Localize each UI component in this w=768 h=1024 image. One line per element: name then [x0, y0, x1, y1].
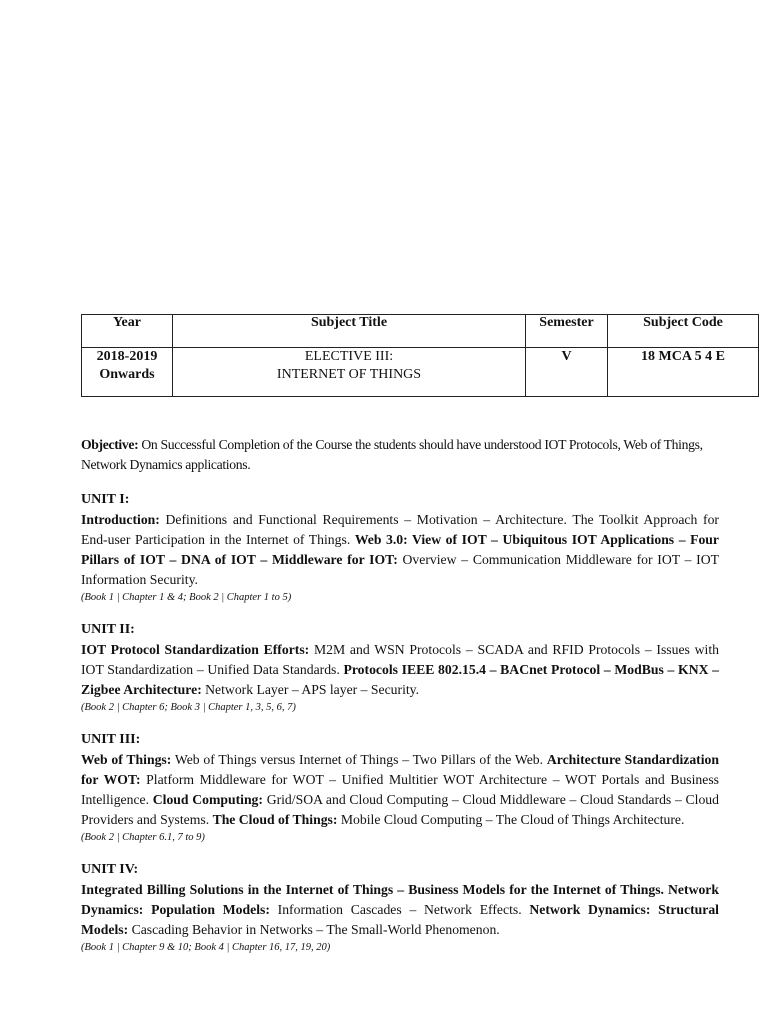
topic-heading: Architecture Standardization for WOT: — [81, 752, 719, 787]
header-subject-title: Subject Title — [173, 315, 526, 348]
unit-reference: (Book 2 | Chapter 6; Book 3 | Chapter 1, 3, 5, 6, 7) — [81, 702, 296, 713]
topic-text: Definitions and Functional Requirements – Motivation – Architecture. The Toolkit Approach for End-user Participation in the Internet of Things. — [81, 512, 719, 547]
topic-text: Mobile Cloud Computing – The Cloud of Things Architecture. — [337, 812, 685, 827]
objective-paragraph — [81, 435, 719, 475]
unit-heading: UNIT IV: — [81, 862, 139, 877]
unit-body — [81, 510, 719, 590]
year-range: 2018-2019 — [96, 349, 158, 364]
unit-section — [81, 860, 719, 956]
topic-text: M2M and WSN Protocols – SCADA and RFID Protocols – Issues with IOT Standardization – Unified Data Standards. — [81, 642, 719, 677]
units-list — [81, 490, 719, 956]
header-semester: Semester — [526, 315, 608, 348]
header-year: Year — [82, 315, 173, 348]
topic-heading: Integrated Billing Solutions in the Internet of Things – Business Models for the Internet of Things. Network Dynamics: Population Models: — [81, 882, 719, 917]
cell-year — [82, 348, 173, 397]
unit-section — [81, 620, 719, 716]
table-row — [82, 348, 759, 397]
cell-subject-code: 18 MCA 5 4 E — [608, 348, 759, 397]
header-subject-code: Subject Code — [608, 315, 759, 348]
unit-heading: UNIT III: — [81, 732, 141, 747]
topic-text: Cascading Behavior in Networks – The Small-World Phenomenon. — [128, 922, 500, 937]
unit-heading: UNIT I: — [81, 492, 130, 507]
syllabus-document — [81, 314, 725, 956]
topic-heading: IOT Protocol Standardization Efforts: — [81, 642, 310, 657]
subject-name: INTERNET OF THINGS — [276, 367, 422, 382]
topic-text: Web of Things versus Internet of Things – Two Pillars of the Web. — [171, 752, 547, 767]
topic-text: Information Cascades – Network Effects. — [269, 902, 530, 917]
unit-reference: (Book 1 | Chapter 9 & 10; Book 4 | Chapter 16, 17, 19, 20) — [81, 942, 331, 953]
topic-heading: Web of Things: — [81, 752, 172, 767]
topic-text: Grid/SOA and Cloud Computing – Cloud Middleware – Cloud Standards – Cloud Providers and Systems. — [81, 792, 719, 827]
objective-label: Objective: — [81, 437, 139, 452]
subject-info-table — [81, 314, 759, 397]
unit-section — [81, 730, 719, 846]
topic-heading: The Cloud of Things: — [212, 812, 338, 827]
unit-reference: (Book 1 | Chapter 1 & 4; Book 2 | Chapter 1 to 5) — [81, 592, 292, 603]
unit-reference: (Book 2 | Chapter 6.1, 7 to 9) — [81, 832, 205, 843]
year-onwards: Onwards — [99, 367, 155, 382]
topic-text: Platform Middleware for WOT – Unified Multitier WOT Architecture – WOT Portals and Business Intelligence. — [81, 772, 719, 807]
cell-subject-title — [173, 348, 526, 397]
topic-heading: Cloud Computing: — [152, 792, 263, 807]
topic-heading: Web 3.0: View of IOT – Ubiquitous IOT Applications – Four Pillars of IOT – DNA of IOT – Middleware for IOT: — [81, 532, 719, 567]
table-header-row — [82, 315, 759, 348]
subject-elective: ELECTIVE III: — [304, 349, 394, 364]
unit-heading: UNIT II: — [81, 622, 135, 637]
topic-heading: Protocols IEEE 802.15.4 – BACnet Protocol – ModBus – KNX – Zigbee Architecture: — [81, 662, 719, 697]
topic-text: Network Layer – APS layer – Security. — [201, 682, 420, 697]
unit-section — [81, 490, 719, 606]
unit-body — [81, 640, 719, 700]
topic-heading: Introduction: — [81, 512, 160, 527]
topic-heading: Network Dynamics: Structural Models: — [81, 902, 719, 937]
cell-semester: V — [526, 348, 608, 397]
unit-body — [81, 880, 719, 940]
objective-text: On Successful Completion of the Course the students should have understood IOT Protocols, Web of Things, Network Dynamics applications. — [81, 437, 703, 472]
unit-body — [81, 750, 719, 830]
topic-text: Overview – Communication Middleware for IOT – IOT Information Security. — [81, 552, 719, 587]
